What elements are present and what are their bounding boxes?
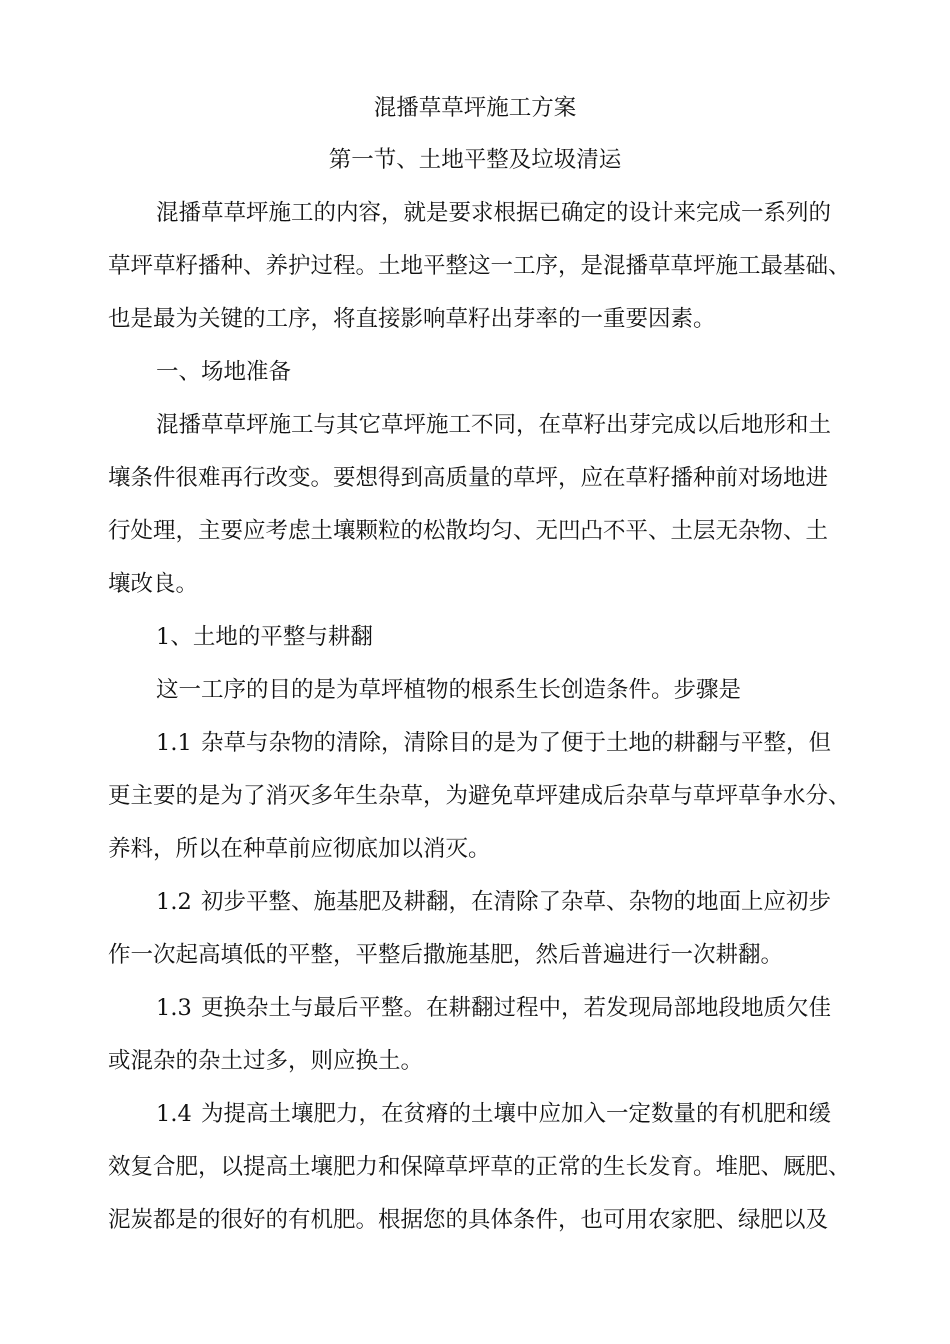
paragraph-text: 或混杂的杂土过多，则应换土。 — [108, 1048, 424, 1074]
paragraph-text: 更换杂土与最后平整。在耕翻过程中，若发现局部地段地质欠佳 — [201, 995, 832, 1021]
paragraph-text: 草坪草籽播种、养护过程。土地平整这一工序，是混播草草坪施工最基础、 — [108, 253, 851, 279]
paragraph-text: 行处理，主要应考虑土壤颗粒的松散均匀、无凹凸不平、土层无杂物、土 — [108, 518, 829, 544]
paragraph-text: 壤改良。 — [108, 571, 199, 597]
paragraph-text: 更主要的是为了消灭多年生杂草，为避免草坪建成后杂草与草坪草争水分、 — [108, 783, 851, 809]
paragraph-text: 泥炭都是的很好的有机肥。根据您的具体条件，也可用农家肥、绿肥以及 — [108, 1207, 829, 1233]
paragraph-text: 壤条件很难再行改变。要想得到高质量的草坪，应在草籽播种前对场地进 — [108, 465, 829, 491]
subheading-land-leveling: 1、土地的平整与耕翻 — [156, 624, 373, 650]
paragraph-text: 杂草与杂物的清除，清除目的是为了便于土地的耕翻与平整，但 — [201, 730, 832, 756]
section-heading: 第一节、土地平整及垃圾清运 — [328, 147, 622, 173]
document-title: 混播草草坪施工方案 — [373, 95, 577, 121]
paragraph-text: 混播草草坪施工的内容，就是要求根据已确定的设计来完成一系列的 — [156, 200, 832, 226]
paragraph-text: 效复合肥，以提高土壤肥力和保障草坪草的正常的生长发育。堆肥、厩肥、 — [108, 1154, 851, 1180]
item-number: 1.3 — [156, 995, 192, 1021]
paragraph-text: 为提高土壤肥力，在贫瘠的土壤中应加入一定数量的有机肥和缓 — [201, 1101, 832, 1127]
item-number: 1.2 — [156, 889, 192, 915]
paragraph-text: 作一次起高填低的平整，平整后撒施基肥，然后普遍进行一次耕翻。 — [108, 942, 784, 968]
subheading-site-preparation: 一、场地准备 — [156, 359, 292, 385]
paragraph-text: 这一工序的目的是为草坪植物的根系生长创造条件。步骤是 — [156, 677, 742, 703]
item-number: 1.4 — [156, 1101, 192, 1127]
paragraph-text: 养料，所以在种草前应彻底加以消灭。 — [108, 836, 491, 862]
paragraph-text: 也是最为关键的工序，将直接影响草籽出芽率的一重要因素。 — [108, 306, 716, 332]
paragraph-text: 混播草草坪施工与其它草坪施工不同，在草籽出芽完成以后地形和土 — [156, 412, 832, 438]
paragraph-text: 初步平整、施基肥及耕翻，在清除了杂草、杂物的地面上应初步 — [201, 889, 832, 915]
item-number: 1.1 — [156, 730, 192, 756]
